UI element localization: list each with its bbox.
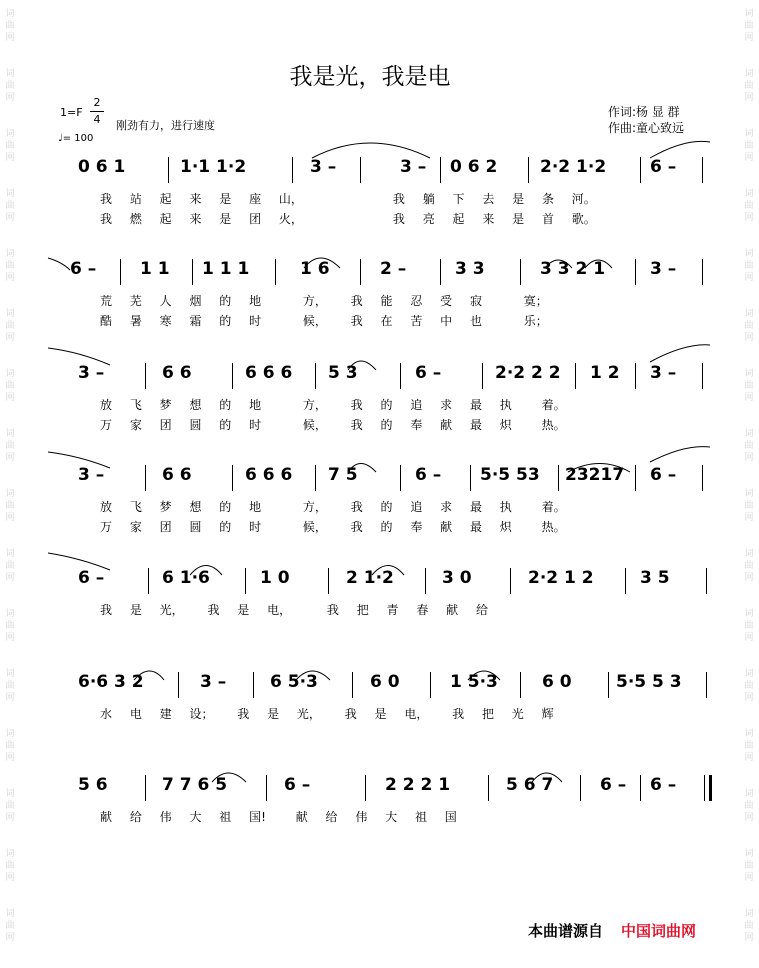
watermark-text: 词曲网 [744, 549, 754, 583]
watermark-text: 词曲网 [744, 609, 754, 643]
note-group: 3 – [310, 157, 337, 177]
note-group: 2·2 1·2 [540, 157, 607, 177]
notation-row [70, 259, 710, 287]
notation-row [70, 465, 710, 493]
watermark-text: 词曲网 [5, 849, 15, 883]
notation-row [70, 568, 710, 596]
bar-line [528, 157, 529, 183]
bar-line [232, 465, 233, 491]
lyricist-credit: 作词:杨 显 群 [608, 105, 680, 119]
bar-line [702, 157, 703, 183]
note-group: 2 2 2 1 [385, 775, 451, 795]
note-group: 6 5·3 [270, 672, 318, 692]
source-footer [528, 920, 696, 941]
note-group: 6 – [600, 775, 627, 795]
bar-line [120, 259, 121, 285]
note-group: 6 – [415, 363, 442, 383]
note-group: 7 7 6 5 [162, 775, 228, 795]
note-group: 6 1·6 [162, 568, 210, 588]
note-group: 6 6 6 [245, 465, 293, 485]
bar-line [365, 775, 366, 801]
note-group: 6 0 [542, 672, 572, 692]
note-group: 3 – [78, 465, 105, 485]
bar-line [625, 568, 626, 594]
watermark-text: 词曲网 [744, 249, 754, 283]
bar-line [178, 672, 179, 698]
meter-bottom: 4 [93, 113, 101, 126]
source-label: 本曲谱源自 [528, 922, 604, 940]
watermark-text: 词曲网 [744, 129, 754, 163]
watermark-text: 词曲网 [5, 309, 15, 343]
note-group: 5·5 5 3 [616, 672, 682, 692]
bar-line [360, 157, 361, 183]
bar-line [440, 157, 441, 183]
lyric-line: 献 给 伟 大 祖 国! 献 给 伟 大 祖 国 [100, 810, 457, 824]
bar-line [315, 465, 316, 491]
note-group: 6 – [650, 465, 677, 485]
song-title: 我是光，我是电 [289, 64, 451, 90]
watermark-text: 词曲网 [5, 369, 15, 403]
watermark-text: 词曲网 [744, 489, 754, 523]
slur [48, 258, 70, 270]
watermark-text: 词曲网 [744, 189, 754, 223]
note-group: 1 1 1 [202, 259, 250, 279]
watermark-text: 词曲网 [5, 429, 15, 463]
note-group: 6 – [415, 465, 442, 485]
watermark-text: 词曲网 [5, 249, 15, 283]
lyric-line: 我 站 起 来 是 座 山， 我 躺 下 去 是 条 河。 [100, 192, 596, 206]
bar-line [510, 568, 511, 594]
watermark-text: 词曲网 [744, 69, 754, 103]
note-group: 1·1 1·2 [180, 157, 247, 177]
expression-mark: 刚劲有力，进行速度 [116, 119, 215, 132]
note-group: 6·6 3 2 [78, 672, 144, 692]
bar-line [635, 363, 636, 389]
note-group: 2 1·2 [346, 568, 394, 588]
note-group: 3 – [200, 672, 227, 692]
lyric-line: 放 飞 梦 想 的 地 方， 我 的 追 求 最 执 着。 [100, 500, 566, 514]
note-group: 3 3 2 1 [540, 259, 606, 279]
note-group: 5 3 [328, 363, 358, 383]
note-group: 3 – [400, 157, 427, 177]
note-group: 5 6 7 [506, 775, 554, 795]
note-group: 3 – [650, 259, 677, 279]
bar-line [640, 157, 641, 183]
bar-line [640, 775, 641, 801]
watermark-text: 词曲网 [5, 669, 15, 703]
notation-row [70, 775, 710, 803]
bar-line [145, 465, 146, 491]
lyric-line: 荒 芜 人 烟 的 地 方， 我 能 忍 受 寂 寞； [100, 294, 548, 308]
bar-line [520, 672, 521, 698]
note-group: 1 1 [140, 259, 170, 279]
slur [650, 141, 710, 158]
watermark-text: 词曲网 [5, 729, 15, 763]
note-group: 1 5·3 [450, 672, 498, 692]
bar-line [470, 465, 471, 491]
bar-line [608, 672, 609, 698]
watermark-text: 词曲网 [744, 9, 754, 43]
note-group: 5 6 [78, 775, 108, 795]
slur [312, 143, 430, 158]
bar-line [580, 775, 581, 801]
watermark-left [0, 0, 20, 968]
watermark-text: 词曲网 [744, 909, 754, 943]
bar-line [430, 672, 431, 698]
key-signature: 1=F [60, 106, 83, 119]
source-site: 中国词曲网 [621, 922, 697, 940]
note-group: 3 0 [442, 568, 472, 588]
bar-line [145, 775, 146, 801]
watermark-text: 词曲网 [5, 609, 15, 643]
note-group: 6 6 [162, 363, 192, 383]
lyric-line: 万 家 团 圆 的 时 候， 我 的 奉 献 最 炽 热。 [100, 418, 566, 432]
watermark-text: 词曲网 [5, 489, 15, 523]
note-group: 7 5 [328, 465, 358, 485]
bar-line [635, 259, 636, 285]
note-group: 2·2 2 2 [495, 363, 561, 383]
note-group: 5·5 53 [480, 465, 540, 485]
bar-line [702, 363, 703, 389]
bar-line [315, 363, 316, 389]
watermark-right [739, 0, 759, 968]
note-group: 6 – [650, 775, 677, 795]
note-group: 6 6 [162, 465, 192, 485]
bar-line [558, 465, 559, 491]
bar-line [702, 465, 703, 491]
tempo-mark: ♩= 100 [58, 133, 94, 144]
watermark-text: 词曲网 [5, 789, 15, 823]
note-group: 0 6 1 [78, 157, 126, 177]
note-group: 1 6 [300, 259, 330, 279]
bar-line [440, 259, 441, 285]
watermark-text: 词曲网 [744, 729, 754, 763]
bar-line [352, 672, 353, 698]
time-signature [90, 96, 104, 127]
bar-line [328, 568, 329, 594]
bar-line [266, 775, 267, 801]
bar-line [168, 157, 169, 183]
lyric-line: 万 家 团 圆 的 时 候， 我 的 奉 献 最 炽 热。 [100, 520, 566, 534]
notation-row [70, 363, 710, 391]
note-group: 0 6 2 [450, 157, 498, 177]
watermark-text: 词曲网 [744, 429, 754, 463]
bar-line [702, 259, 703, 285]
lyric-line: 酷 暑 寒 霜 的 时 候， 我 在 苦 中 也 乐； [100, 314, 548, 328]
bar-line [148, 568, 149, 594]
watermark-text: 词曲网 [744, 789, 754, 823]
watermark-text: 词曲网 [744, 669, 754, 703]
note-group: 3 – [650, 363, 677, 383]
watermark-text: 词曲网 [5, 549, 15, 583]
bar-line [192, 259, 193, 285]
bar-line [400, 363, 401, 389]
bar-line [706, 568, 707, 594]
bar-line [482, 363, 483, 389]
lyric-line: 放 飞 梦 想 的 地 方， 我 的 追 求 最 执 着。 [100, 398, 566, 412]
bar-line [425, 568, 426, 594]
note-group: 3 5 [640, 568, 670, 588]
watermark-text: 词曲网 [5, 129, 15, 163]
bar-line [360, 259, 361, 285]
note-group: 6 – [70, 259, 97, 279]
slur [650, 345, 710, 362]
lyric-line: 水 电 建 设； 我 是 光， 我 是 电， 我 把 光 辉 [100, 707, 554, 721]
note-group: 23217 [565, 465, 625, 485]
note-group: 6 – [78, 568, 105, 588]
lyric-line: 我 燃 起 来 是 团 火， 我 亮 起 来 是 首 歌。 [100, 212, 596, 226]
watermark-text: 词曲网 [744, 849, 754, 883]
composer-credit: 作曲:童心致远 [608, 121, 685, 135]
bar-line [292, 157, 293, 183]
meter-top: 2 [93, 96, 101, 109]
watermark-text: 词曲网 [5, 69, 15, 103]
note-group: 6 – [650, 157, 677, 177]
lyric-line: 我 是 光， 我 是 电， 我 把 青 春 献 给 [100, 603, 488, 617]
bar-line [488, 775, 489, 801]
notation-row [70, 157, 710, 185]
watermark-text: 词曲网 [744, 369, 754, 403]
note-group: 2·2 1 2 [528, 568, 594, 588]
slur [650, 447, 710, 462]
note-group: 6 6 6 [245, 363, 293, 383]
notation-row [70, 672, 710, 700]
note-group: 1 2 [590, 363, 620, 383]
bar-line [232, 363, 233, 389]
bar-line [245, 568, 246, 594]
bar-line [706, 672, 707, 698]
note-group: 3 3 [455, 259, 485, 279]
bar-line [253, 672, 254, 698]
note-group: 1 0 [260, 568, 290, 588]
bar-line [400, 465, 401, 491]
bar-line [575, 363, 576, 389]
bar-line [275, 259, 276, 285]
note-group: 3 – [78, 363, 105, 383]
watermark-text: 词曲网 [5, 189, 15, 223]
bar-line [635, 465, 636, 491]
watermark-text: 词曲网 [5, 9, 15, 43]
watermark-text: 词曲网 [744, 309, 754, 343]
final-bar-line [704, 775, 712, 801]
bar-line [145, 363, 146, 389]
watermark-text: 词曲网 [5, 909, 15, 943]
note-group: 6 – [284, 775, 311, 795]
note-group: 6 0 [370, 672, 400, 692]
note-group: 2 – [380, 259, 407, 279]
bar-line [520, 259, 521, 285]
